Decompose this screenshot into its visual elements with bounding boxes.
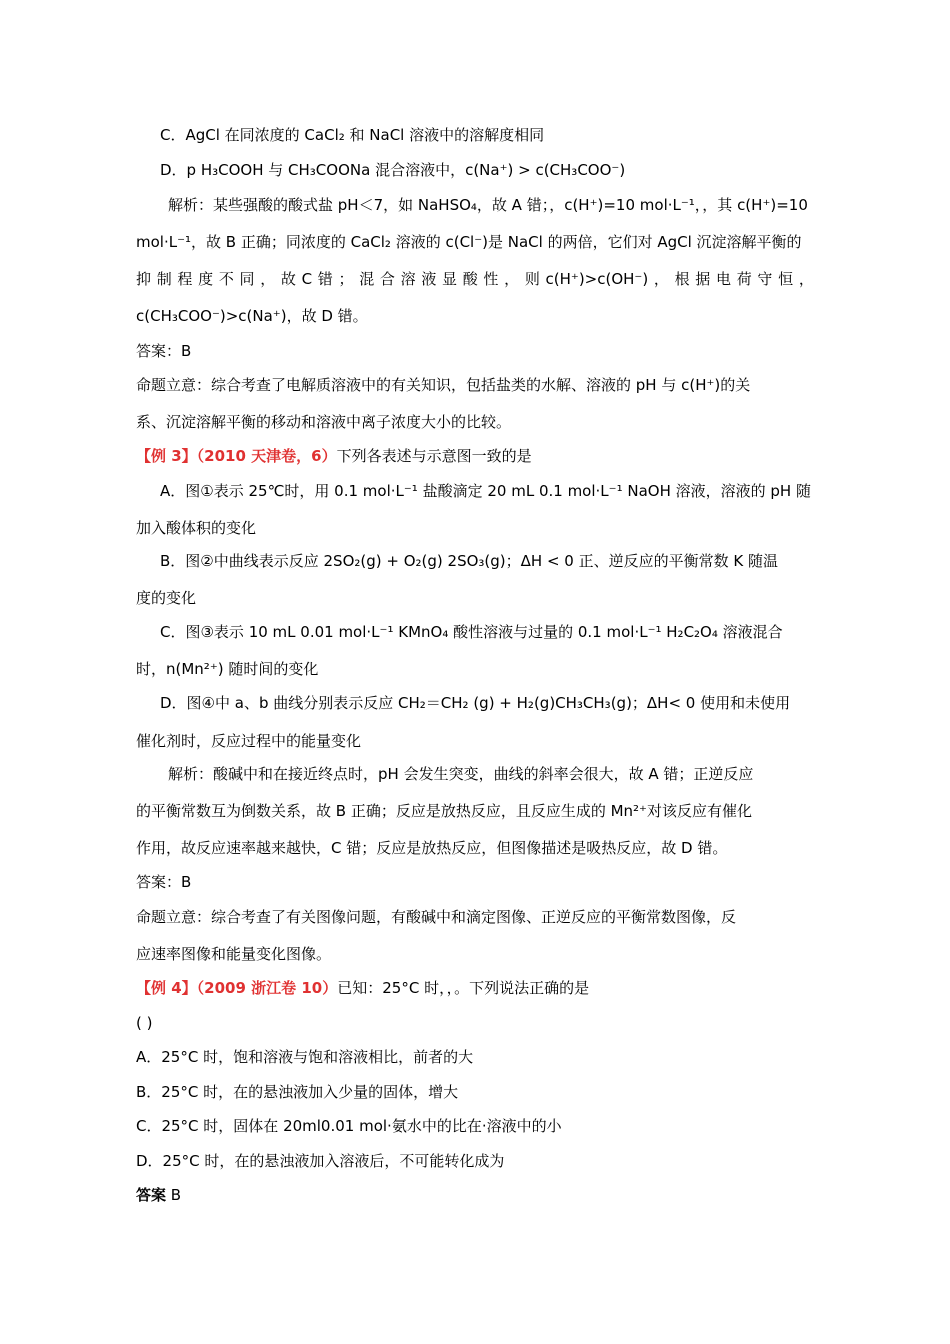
- analysis-line-2: mol·L⁻¹，故 B 正确；同浓度的 CaCl₂ 溶液的 c(Cl⁻)是 NaCl 的两倍，它们对 AgCl 沉淀溶解平衡的: [136, 233, 802, 251]
- ex3-intent-2: 应速率图像和能量变化图像。: [136, 945, 332, 963]
- ex4-answer-value: B: [170, 1186, 182, 1204]
- intent-line-1: 命题立意：综合考查了电解质溶液中的有关知识，包括盐类的水解、溶液的 pH 与 c(H⁺)的关: [136, 376, 751, 394]
- answer-blank: ( ): [136, 1014, 153, 1032]
- example-4-tag: 【例 4】（2009 浙江卷 10）: [136, 979, 338, 997]
- example-4-question: 已知：25°C 时，，。下列说法正确的是: [337, 979, 590, 997]
- ex3-option-a-1: A．图①表示 25℃时，用 0.1 mol·L⁻¹ 盐酸滴定 20 mL 0.1 mol·L⁻¹ NaOH 溶液，溶液的 pH 随: [160, 482, 811, 500]
- ex3-analysis-3: 作用，故反应速率越来越快，C 错；反应是放热反应，但图像描述是吸热反应，故 D 错。: [136, 839, 728, 857]
- analysis-line-1: 解析：某些强酸的酸式盐 pH＜7，如 NaHSO₄，故 A 错；，c(H⁺)=10 mol·L⁻¹，，其 c(H⁺)=10: [168, 196, 808, 214]
- ex3-answer: 答案：B: [136, 873, 192, 891]
- intent-line-2: 系、沉淀溶解平衡的移动和溶液中离子浓度大小的比较。: [136, 413, 512, 431]
- ex3-analysis-1: 解析：酸碱中和在接近终点时，pH 会发生突变，曲线的斜率会很大，故 A 错；正逆反应: [168, 765, 754, 783]
- answer-2: 答案：B: [136, 342, 192, 360]
- ex4-answer: [136, 1185, 181, 1205]
- option-d-prev: D．p H₃COOH 与 CH₃COONa 混合溶液中，c(Na⁺) > c(CH₃COO⁻): [160, 161, 626, 179]
- example-3-heading: [136, 446, 532, 466]
- example-3-tag: 【例 3】（2010 天津卷，6）: [136, 447, 337, 465]
- analysis-line-4: c(CH₃COO⁻)>c(Na⁺)，故 D 错。: [136, 307, 368, 325]
- ex3-option-c-1: C．图③表示 10 mL 0.01 mol·L⁻¹ KMnO₄ 酸性溶液与过量的 0.1 mol·L⁻¹ H₂C₂O₄ 溶液混合: [160, 623, 783, 641]
- ex3-option-a-2: 加入酸体积的变化: [136, 519, 257, 537]
- ex3-option-d-2: 催化剂时，反应过程中的能量变化: [136, 732, 362, 750]
- ex4-option-a: A．25°C 时，饱和溶液与饱和溶液相比，前者的大: [136, 1048, 474, 1066]
- ex3-option-c-2: 时，n(Mn²⁺) 随时间的变化: [136, 660, 319, 678]
- ex3-option-d-1: D．图④中 a、b 曲线分别表示反应 CH₂＝CH₂ (g) + H₂(g)CH₃CH₃(g)；ΔH< 0 使用和未使用: [160, 694, 791, 712]
- analysis-line-3: 抑 制 程 度 不 同 ， 故 C 错 ； 混 合 溶 液 显 酸 性 ， 则 c(H⁺)>c(OH⁻) ， 根 据 电 荷 守 恒 ，: [136, 270, 814, 288]
- example-3-question: 下列各表述与示意图一致的是: [336, 447, 532, 465]
- ex3-analysis-2: 的平衡常数互为倒数关系，故 B 正确；反应是放热反应，且反应生成的 Mn²⁺对该反应有催化: [136, 802, 752, 820]
- ex4-option-c: C．25°C 时，固体在 20ml0.01 mol·氨水中的比在·溶液中的小: [136, 1117, 562, 1135]
- ex3-option-b-1: B．图②中曲线表示反应 2SO₂(g) + O₂(g) 2SO₃(g)；ΔH < 0 正、逆反应的平衡常数 K 随温: [160, 552, 778, 570]
- option-c-prev: C．AgCl 在同浓度的 CaCl₂ 和 NaCl 溶液中的溶解度相同: [160, 126, 545, 144]
- ex4-answer-label: 答案: [136, 1186, 167, 1204]
- ex3-intent-1: 命题立意：综合考查了有关图像问题，有酸碱中和滴定图像、正逆反应的平衡常数图像，反: [136, 908, 737, 926]
- ex3-option-b-2: 度的变化: [136, 589, 197, 607]
- example-4-heading: [136, 978, 589, 998]
- ex4-option-d: D．25°C 时，在的悬浊液加入溶液后，不可能转化成为: [136, 1152, 505, 1170]
- ex4-option-b: B．25°C 时，在的悬浊液加入少量的固体，增大: [136, 1083, 459, 1101]
